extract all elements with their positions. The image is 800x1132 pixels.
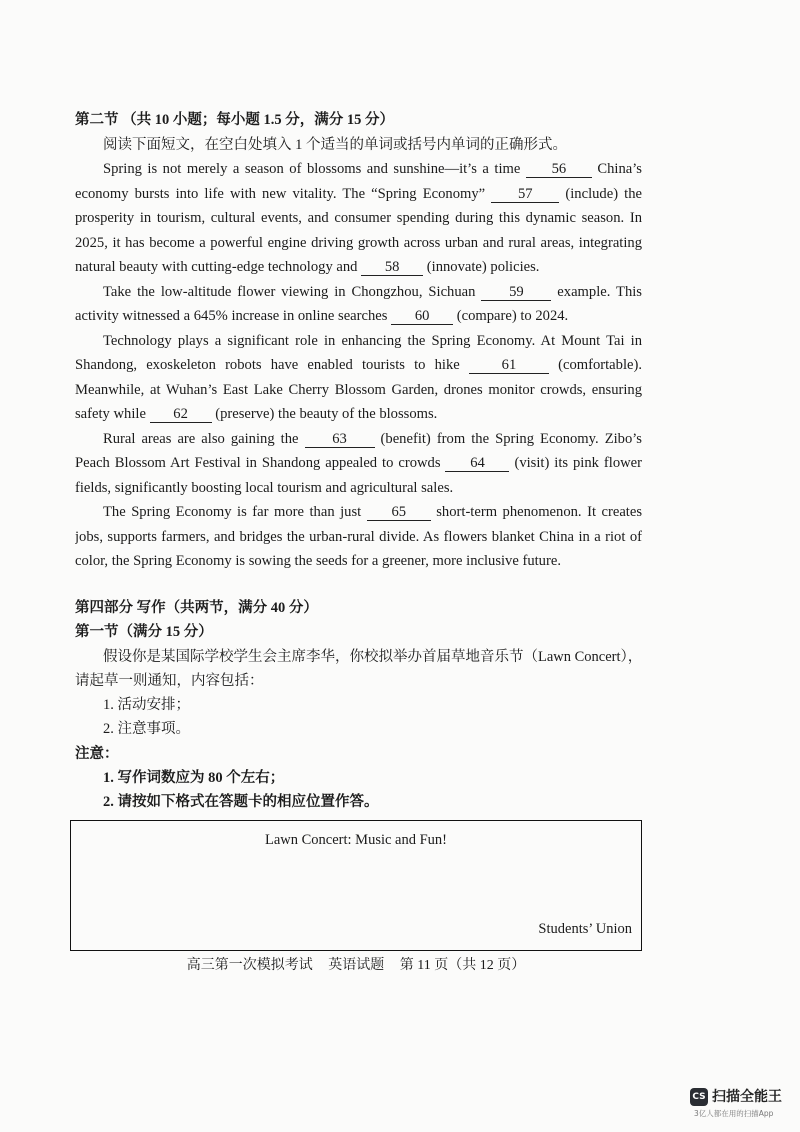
passage-line (75, 525, 642, 550)
passage-line (75, 255, 642, 280)
line-text: Spring is not merely a season of blossoms and sunshine—it’s a time (103, 161, 521, 177)
blank-63 (305, 432, 375, 448)
line-text: Technology plays a significant role in enhancing the Spring Economy. At Mount Tai in (103, 332, 642, 349)
answer-format-box (70, 820, 642, 951)
passage-line (75, 353, 642, 378)
line-text: (comfortable). (558, 357, 642, 373)
scanner-watermark (690, 1086, 794, 1122)
line-text: activity witnessed a 645% increase in online searches (75, 308, 388, 324)
passage-line (75, 500, 642, 525)
line-text: color, the Spring Economy is sowing the seeds for a greener, more inclusive future. (75, 553, 561, 569)
blank-number: 64 (470, 455, 485, 471)
prompt-line: 请起草一则通知，内容包括： (75, 672, 264, 689)
line-text: prosperity in tourism, cultural events, and consumer spending during this dynamic season. In (75, 210, 642, 226)
blank-62 (150, 407, 212, 423)
line-text: (preserve) the beauty of the blossoms. (215, 406, 438, 422)
blank-number: 56 (551, 161, 567, 177)
note-item: 2. 请按如下格式在答题卡的相应位置作答。 (103, 794, 379, 811)
passage-line (75, 182, 642, 207)
passage-line (75, 549, 642, 574)
blank-number: 65 (391, 504, 407, 520)
camscanner-logo-icon: CS (690, 1088, 708, 1106)
watermark-tagline: 3亿人都在用的扫描App (694, 1109, 774, 1118)
notice-signature: Students’ Union (538, 921, 632, 937)
blank-64 (445, 456, 509, 472)
passage-line (75, 231, 642, 256)
passage-line (75, 451, 642, 476)
page-footer (70, 956, 642, 976)
passage-line (75, 280, 642, 305)
footer-page-number: 第 11 页（共 12 页） (399, 958, 526, 973)
subsection-heading: 第一节（满分 15 分） (75, 624, 213, 641)
note-item: 1. 写作词数应为 80 个左右； (103, 770, 285, 787)
line-text: Peach Blossom Art Festival in Shandong appealed to crowds (75, 455, 441, 471)
blank-60 (391, 309, 453, 325)
notice-title: Lawn Concert: Music and Fun! (264, 832, 448, 848)
blank-58 (361, 260, 423, 276)
section-instruction: 阅读下面短文，在空白处填入 1 个适当的单词或括号内单词的正确形式。 (103, 136, 567, 153)
passage-line (75, 206, 642, 231)
blank-59 (481, 285, 551, 301)
blank-number: 59 (509, 283, 524, 300)
line-text: Rural areas are also gaining the (103, 430, 299, 447)
passage-line (75, 304, 642, 329)
passage-line (75, 378, 642, 403)
passage-line (75, 427, 642, 452)
line-text: (benefit) from the Spring Economy. Zibo’s (380, 430, 642, 447)
passage-line (75, 157, 642, 182)
prompt-line: 假设你是某国际学校学生会主席李华，你校拟举办首届草地音乐节（Lawn Concert）， (103, 648, 643, 665)
line-text: Take the low-altitude flower viewing in Chongzhou, Sichuan (103, 283, 476, 300)
writing-section (75, 596, 642, 815)
line-text: (innovate) policies. (426, 259, 540, 275)
content-point: 1. 活动安排； (103, 697, 190, 714)
line-text: Meanwhile, at Wuhan’s East Lake Cherry Blossom Garden, drones monitor crowds, ensuring (75, 381, 642, 398)
passage-line (75, 329, 642, 354)
blank-number: 58 (384, 259, 400, 275)
line-text: economy bursts into life with new vitality. The “Spring Economy” (75, 185, 486, 202)
line-text: (visit) its pink flower (514, 455, 642, 471)
content-point: 2. 注意事项。 (103, 721, 190, 738)
line-text: 2025, it has become a powerful engine driving growth across urban and rural areas, integrating (75, 234, 642, 251)
footer-exam: 高三第一次模拟考试 (186, 958, 313, 973)
passage-line (75, 476, 642, 501)
line-text: (include) the (565, 185, 642, 202)
passage-line (75, 402, 642, 427)
notes-label: 注意： (75, 745, 119, 762)
cloze-section (75, 108, 642, 574)
blank-56 (526, 162, 592, 178)
blank-number: 63 (332, 430, 347, 447)
blank-number: 61 (501, 357, 517, 373)
line-text: The Spring Economy is far more than just (103, 504, 362, 520)
blank-57 (491, 187, 559, 203)
blank-number: 57 (517, 185, 533, 202)
part-heading: 第四部分 写作（共两节，满分 40 分） (75, 600, 318, 616)
line-text: China’s (597, 161, 642, 177)
line-text: example. This (557, 283, 642, 300)
line-text: safety while (75, 406, 146, 422)
line-text: jobs, supports farmers, and bridges the urban-rural divide. As flowers blanket China in a riot of (75, 528, 642, 545)
line-text: (compare) to 2024. (456, 308, 569, 324)
line-text: natural beauty with cutting-edge technology and (75, 259, 358, 275)
blank-number: 62 (173, 406, 188, 422)
line-text: fields, significantly boosting local tourism and agricultural sales. (75, 479, 454, 496)
watermark-brand: 扫描全能王 (712, 1089, 782, 1105)
blank-65 (367, 505, 431, 521)
blank-number: 60 (414, 308, 430, 324)
line-text: short-term phenomenon. It creates (436, 504, 642, 520)
section-heading: 第二节 （共 10 小题；每小题 1.5 分，满分 15 分） (75, 112, 394, 128)
blank-61 (469, 358, 549, 374)
line-text: Shandong, exoskeleton robots have enabled tourists to hike (75, 357, 460, 373)
footer-subject: 英语试题 (328, 958, 385, 973)
